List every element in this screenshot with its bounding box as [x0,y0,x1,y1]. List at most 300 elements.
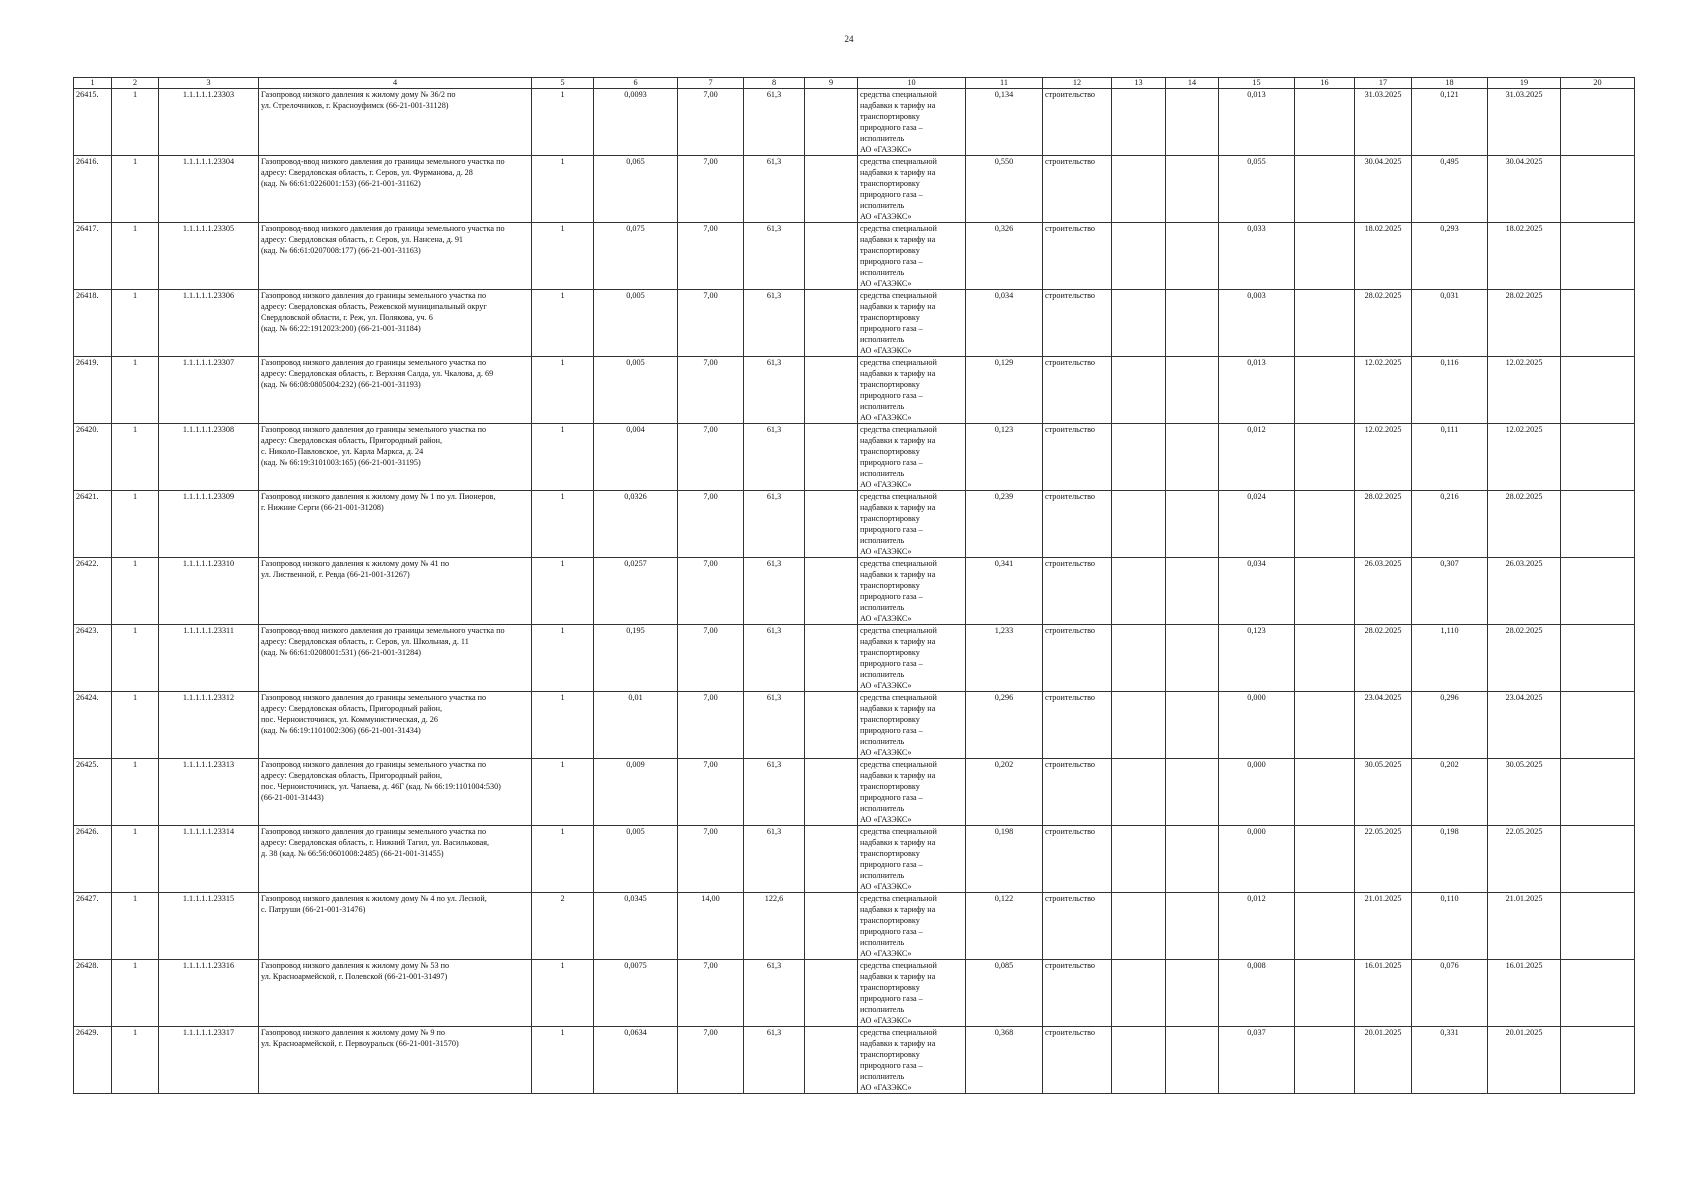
cell-object-name: Газопровод низкого давления до границы земельного участка по адресу: Свердловская область, г. Нижний Тагил, ул. Васильковая, д. 38 (кад. № 66:56:0601008:2485) (66-21-001-31455) [259,826,532,893]
cell-col-2: 1 [112,89,159,156]
cell-col-16 [1295,223,1355,290]
cell-col-9 [805,89,858,156]
cell-quantity: 2 [532,893,594,960]
cell-object-code: 1.1.1.1.1.23313 [159,759,259,826]
table-row [74,692,1635,759]
cell-object-name: Газопровод низкого давления до границы земельного участка по адресу: Свердловская область, г. Верхняя Салда, ул. Чкалова, д. 69 (кад. № 66:08:0805004:232) (66-21-001-31193) [259,357,532,424]
column-header-16: 16 [1295,78,1355,89]
cell-quantity: 1 [532,625,594,692]
cell-col-13 [1112,89,1166,156]
cell-col-16 [1295,290,1355,357]
cell-col-13 [1112,1027,1166,1094]
cell-col-16 [1295,960,1355,1027]
cell-col-16 [1295,89,1355,156]
cell-object-name: Газопровод низкого давления к жилому дому № 9 по ул. Красноармейской, г. Первоуральск (66-21-001-31570) [259,1027,532,1094]
cell-work-type: строительство [1043,491,1112,558]
cell-diameter: 7,00 [678,826,744,893]
cell-cost-net: 0,293 [1412,223,1488,290]
cell-cost-total: 0,368 [966,1027,1043,1094]
cell-vat-amount: 0,000 [1219,692,1295,759]
cell-work-type: строительство [1043,1027,1112,1094]
cell-col-16 [1295,357,1355,424]
cell-end-date: 21.01.2025 [1488,893,1561,960]
cell-start-date: 18.02.2025 [1355,223,1412,290]
cell-col-2: 1 [112,558,159,625]
cell-row-number: 26425. [74,759,112,826]
column-header-8: 8 [744,78,805,89]
cell-financing-source: средства специальной надбавки к тарифу на транспортировку природного газа – исполнитель АО «ГАЗЭКС» [858,290,966,357]
table-row [74,223,1635,290]
cell-row-number: 26418. [74,290,112,357]
cell-financing-source: средства специальной надбавки к тарифу на транспортировку природного газа – исполнитель АО «ГАЗЭКС» [858,692,966,759]
cell-vat-amount: 0,034 [1219,558,1295,625]
cell-work-type: строительство [1043,223,1112,290]
table-row [74,357,1635,424]
cell-col-13 [1112,692,1166,759]
cell-quantity: 1 [532,290,594,357]
cell-end-date: 28.02.2025 [1488,290,1561,357]
cell-capacity: 61,3 [744,223,805,290]
cell-col-16 [1295,692,1355,759]
cell-col-20 [1561,759,1635,826]
column-header-13: 13 [1112,78,1166,89]
cell-row-number: 26417. [74,223,112,290]
cell-capacity: 61,3 [744,290,805,357]
cell-cost-total: 1,233 [966,625,1043,692]
cell-financing-source: средства специальной надбавки к тарифу на транспортировку природного газа – исполнитель АО «ГАЗЭКС» [858,893,966,960]
cell-col-20 [1561,357,1635,424]
cell-quantity: 1 [532,491,594,558]
cell-length: 0,075 [594,223,678,290]
table-row [74,759,1635,826]
cell-diameter: 7,00 [678,357,744,424]
cell-col-9 [805,223,858,290]
cell-cost-net: 1,110 [1412,625,1488,692]
cell-col-2: 1 [112,491,159,558]
cell-col-9 [805,826,858,893]
cell-object-name: Газопровод низкого давления до границы земельного участка по адресу: Свердловская область, Пригородный район, с. Николо-Павловское, ул. Карла Маркса, д. 24 (кад. № 66:19:3101003:165) (66-21-001-31195) [259,424,532,491]
cell-cost-net: 0,296 [1412,692,1488,759]
cell-col-14 [1166,357,1219,424]
cell-financing-source: средства специальной надбавки к тарифу на транспортировку природного газа – исполнитель АО «ГАЗЭКС» [858,759,966,826]
column-header-15: 15 [1219,78,1295,89]
page-number: 24 [844,34,854,44]
cell-vat-amount: 0,037 [1219,1027,1295,1094]
cell-object-name: Газопровод низкого давления до границы земельного участка по адресу: Свердловская область, Пригородный район, пос. Черноисточинск, ул. Коммунистическая, д. 26 (кад. № 66:19:1101002:306) (66-21-001-31434) [259,692,532,759]
cell-quantity: 1 [532,759,594,826]
cell-col-2: 1 [112,893,159,960]
table-row [74,893,1635,960]
cell-capacity: 61,3 [744,424,805,491]
cell-col-2: 1 [112,357,159,424]
cell-end-date: 28.02.2025 [1488,625,1561,692]
cell-vat-amount: 0,000 [1219,826,1295,893]
cell-cost-total: 0,085 [966,960,1043,1027]
cell-start-date: 22.05.2025 [1355,826,1412,893]
cell-object-name: Газопровод низкого давления к жилому дому № 41 по ул. Лиственной, г. Ревда (66-21-001-31267) [259,558,532,625]
cell-work-type: строительство [1043,960,1112,1027]
cell-cost-total: 0,122 [966,893,1043,960]
column-header-10: 10 [858,78,966,89]
cell-capacity: 61,3 [744,491,805,558]
cell-end-date: 31.03.2025 [1488,89,1561,156]
cell-quantity: 1 [532,223,594,290]
cell-col-16 [1295,893,1355,960]
cell-col-2: 1 [112,290,159,357]
cell-col-14 [1166,826,1219,893]
cell-col-20 [1561,558,1635,625]
cell-financing-source: средства специальной надбавки к тарифу на транспортировку природного газа – исполнитель АО «ГАЗЭКС» [858,424,966,491]
cell-col-20 [1561,424,1635,491]
cell-col-14 [1166,491,1219,558]
cell-row-number: 26420. [74,424,112,491]
cell-start-date: 21.01.2025 [1355,893,1412,960]
cell-col-2: 1 [112,692,159,759]
cell-cost-net: 0,116 [1412,357,1488,424]
cell-object-code: 1.1.1.1.1.23311 [159,625,259,692]
cell-object-code: 1.1.1.1.1.23308 [159,424,259,491]
cell-end-date: 12.02.2025 [1488,424,1561,491]
table-row [74,290,1635,357]
table-row [74,1027,1635,1094]
cell-start-date: 12.02.2025 [1355,424,1412,491]
cell-financing-source: средства специальной надбавки к тарифу на транспортировку природного газа – исполнитель АО «ГАЗЭКС» [858,223,966,290]
cell-vat-amount: 0,123 [1219,625,1295,692]
cell-vat-amount: 0,033 [1219,223,1295,290]
cell-cost-total: 0,239 [966,491,1043,558]
cell-end-date: 30.04.2025 [1488,156,1561,223]
table-row [74,156,1635,223]
table-row [74,491,1635,558]
table-row [74,960,1635,1027]
cell-col-2: 1 [112,223,159,290]
cell-object-name: Газопровод низкого давления к жилому дому № 53 по ул. Красноармейской, г. Полевской (66-21-001-31497) [259,960,532,1027]
cell-object-code: 1.1.1.1.1.23304 [159,156,259,223]
cell-object-name: Газопровод-ввод низкого давления до границы земельного участка по адресу: Свердловская область, г. Серов, ул. Нансена, д. 91 (кад. № 66:61:0207008:177) (66-21-001-31163) [259,223,532,290]
cell-length: 0,065 [594,156,678,223]
cell-object-name: Газопровод-ввод низкого давления до границы земельного участка по адресу: Свердловская область, г. Серов, ул. Фурманова, д. 28 (кад. № 66:61:0226001:153) (66-21-001-31162) [259,156,532,223]
cell-start-date: 23.04.2025 [1355,692,1412,759]
cell-col-13 [1112,357,1166,424]
cell-vat-amount: 0,013 [1219,357,1295,424]
cell-work-type: строительство [1043,893,1112,960]
cell-object-code: 1.1.1.1.1.23315 [159,893,259,960]
cell-diameter: 7,00 [678,558,744,625]
cell-vat-amount: 0,024 [1219,491,1295,558]
cell-col-13 [1112,223,1166,290]
cell-length: 0,0345 [594,893,678,960]
cell-vat-amount: 0,055 [1219,156,1295,223]
cell-cost-net: 0,121 [1412,89,1488,156]
cell-cost-net: 0,198 [1412,826,1488,893]
cell-object-code: 1.1.1.1.1.23317 [159,1027,259,1094]
cell-cost-total: 0,202 [966,759,1043,826]
cell-col-2: 1 [112,826,159,893]
cell-end-date: 20.01.2025 [1488,1027,1561,1094]
cell-capacity: 61,3 [744,357,805,424]
cell-cost-net: 0,307 [1412,558,1488,625]
cell-length: 0,009 [594,759,678,826]
cell-col-2: 1 [112,424,159,491]
cell-col-20 [1561,893,1635,960]
cell-object-code: 1.1.1.1.1.23306 [159,290,259,357]
cell-length: 0,005 [594,357,678,424]
cell-quantity: 1 [532,424,594,491]
cell-vat-amount: 0,013 [1219,89,1295,156]
cell-start-date: 28.02.2025 [1355,625,1412,692]
cell-object-name: Газопровод низкого давления к жилому дому № 1 по ул. Пионеров, г. Нижние Серги (66-21-001-31208) [259,491,532,558]
cell-diameter: 7,00 [678,759,744,826]
column-header-20: 20 [1561,78,1635,89]
cell-col-20 [1561,156,1635,223]
cell-col-13 [1112,960,1166,1027]
cell-object-code: 1.1.1.1.1.23303 [159,89,259,156]
cell-col-20 [1561,491,1635,558]
cell-col-13 [1112,290,1166,357]
cell-col-9 [805,625,858,692]
cell-col-16 [1295,625,1355,692]
cell-col-9 [805,357,858,424]
registry-table [73,77,1635,1094]
cell-col-13 [1112,424,1166,491]
cell-cost-net: 0,110 [1412,893,1488,960]
cell-length: 0,005 [594,290,678,357]
cell-quantity: 1 [532,89,594,156]
cell-length: 0,0634 [594,1027,678,1094]
column-header-14: 14 [1166,78,1219,89]
cell-diameter: 7,00 [678,625,744,692]
cell-cost-net: 0,202 [1412,759,1488,826]
cell-col-20 [1561,692,1635,759]
cell-col-14 [1166,89,1219,156]
cell-end-date: 23.04.2025 [1488,692,1561,759]
cell-diameter: 7,00 [678,491,744,558]
cell-cost-total: 0,129 [966,357,1043,424]
cell-start-date: 31.03.2025 [1355,89,1412,156]
cell-start-date: 26.03.2025 [1355,558,1412,625]
cell-cost-net: 0,495 [1412,156,1488,223]
cell-col-2: 1 [112,625,159,692]
cell-work-type: строительство [1043,692,1112,759]
cell-col-14 [1166,893,1219,960]
cell-object-code: 1.1.1.1.1.23305 [159,223,259,290]
cell-row-number: 26424. [74,692,112,759]
cell-cost-total: 0,134 [966,89,1043,156]
cell-object-code: 1.1.1.1.1.23310 [159,558,259,625]
cell-cost-total: 0,341 [966,558,1043,625]
cell-object-code: 1.1.1.1.1.23314 [159,826,259,893]
cell-work-type: строительство [1043,759,1112,826]
cell-col-9 [805,960,858,1027]
cell-length: 0,01 [594,692,678,759]
cell-row-number: 26427. [74,893,112,960]
column-header-17: 17 [1355,78,1412,89]
cell-work-type: строительство [1043,357,1112,424]
cell-end-date: 16.01.2025 [1488,960,1561,1027]
cell-col-9 [805,1027,858,1094]
column-header-9: 9 [805,78,858,89]
cell-length: 0,195 [594,625,678,692]
column-header-1: 1 [74,78,112,89]
column-header-3: 3 [159,78,259,89]
column-header-19: 19 [1488,78,1561,89]
cell-diameter: 7,00 [678,692,744,759]
cell-col-14 [1166,424,1219,491]
cell-work-type: строительство [1043,290,1112,357]
cell-col-9 [805,759,858,826]
cell-col-14 [1166,625,1219,692]
cell-col-9 [805,290,858,357]
cell-quantity: 1 [532,558,594,625]
cell-col-20 [1561,1027,1635,1094]
cell-object-code: 1.1.1.1.1.23316 [159,960,259,1027]
cell-col-13 [1112,893,1166,960]
cell-diameter: 7,00 [678,1027,744,1094]
cell-vat-amount: 0,000 [1219,759,1295,826]
cell-start-date: 30.05.2025 [1355,759,1412,826]
cell-work-type: строительство [1043,558,1112,625]
cell-work-type: строительство [1043,424,1112,491]
cell-object-name: Газопровод низкого давления до границы земельного участка по адресу: Свердловская область, Пригородный район, пос. Черноисточинск, ул. Чапаева, д. 46Г (кад. № 66:19:1101004:530) (66-21-001-31443) [259,759,532,826]
cell-quantity: 1 [532,826,594,893]
column-header-18: 18 [1412,78,1488,89]
cell-col-13 [1112,759,1166,826]
cell-col-20 [1561,89,1635,156]
cell-cost-net: 0,076 [1412,960,1488,1027]
cell-capacity: 61,3 [744,759,805,826]
cell-capacity: 61,3 [744,1027,805,1094]
table-row [74,826,1635,893]
cell-row-number: 26419. [74,357,112,424]
cell-cost-total: 0,123 [966,424,1043,491]
cell-start-date: 30.04.2025 [1355,156,1412,223]
cell-cost-net: 0,331 [1412,1027,1488,1094]
column-header-6: 6 [594,78,678,89]
cell-col-14 [1166,1027,1219,1094]
cell-diameter: 14,00 [678,893,744,960]
cell-diameter: 7,00 [678,89,744,156]
cell-col-9 [805,156,858,223]
cell-capacity: 61,3 [744,89,805,156]
cell-end-date: 30.05.2025 [1488,759,1561,826]
cell-work-type: строительство [1043,156,1112,223]
cell-col-16 [1295,156,1355,223]
cell-col-14 [1166,960,1219,1027]
cell-col-14 [1166,759,1219,826]
cell-length: 0,0075 [594,960,678,1027]
cell-col-2: 1 [112,1027,159,1094]
cell-cost-total: 0,034 [966,290,1043,357]
cell-col-13 [1112,491,1166,558]
column-header-7: 7 [678,78,744,89]
cell-length: 0,0093 [594,89,678,156]
table-body [74,89,1635,1094]
cell-capacity: 61,3 [744,625,805,692]
cell-object-code: 1.1.1.1.1.23312 [159,692,259,759]
cell-work-type: строительство [1043,625,1112,692]
cell-start-date: 20.01.2025 [1355,1027,1412,1094]
table-row [74,89,1635,156]
cell-end-date: 18.02.2025 [1488,223,1561,290]
cell-capacity: 61,3 [744,960,805,1027]
cell-cost-total: 0,198 [966,826,1043,893]
cell-capacity: 61,3 [744,692,805,759]
cell-quantity: 1 [532,357,594,424]
cell-col-16 [1295,491,1355,558]
cell-col-13 [1112,826,1166,893]
cell-vat-amount: 0,003 [1219,290,1295,357]
cell-col-14 [1166,692,1219,759]
cell-col-20 [1561,223,1635,290]
table-row [74,424,1635,491]
cell-work-type: строительство [1043,826,1112,893]
cell-work-type: строительство [1043,89,1112,156]
cell-end-date: 12.02.2025 [1488,357,1561,424]
column-header-2: 2 [112,78,159,89]
cell-diameter: 7,00 [678,223,744,290]
cell-object-name: Газопровод низкого давления к жилому дому № 36/2 по ул. Стрелочников, г. Красноуфимск (66-21-001-31128) [259,89,532,156]
cell-financing-source: средства специальной надбавки к тарифу на транспортировку природного газа – исполнитель АО «ГАЗЭКС» [858,89,966,156]
cell-cost-total: 0,296 [966,692,1043,759]
cell-col-14 [1166,558,1219,625]
cell-length: 0,0326 [594,491,678,558]
cell-cost-net: 0,111 [1412,424,1488,491]
cell-row-number: 26422. [74,558,112,625]
cell-length: 0,0257 [594,558,678,625]
cell-financing-source: средства специальной надбавки к тарифу на транспортировку природного газа – исполнитель АО «ГАЗЭКС» [858,826,966,893]
cell-end-date: 22.05.2025 [1488,826,1561,893]
cell-col-16 [1295,558,1355,625]
cell-col-13 [1112,156,1166,223]
cell-quantity: 1 [532,156,594,223]
cell-start-date: 28.02.2025 [1355,491,1412,558]
cell-end-date: 28.02.2025 [1488,491,1561,558]
cell-start-date: 28.02.2025 [1355,290,1412,357]
cell-col-20 [1561,625,1635,692]
cell-col-20 [1561,826,1635,893]
cell-object-code: 1.1.1.1.1.23309 [159,491,259,558]
cell-object-name: Газопровод-ввод низкого давления до границы земельного участка по адресу: Свердловская область, г. Серов, ул. Школьная, д. 11 (кад. № 66:61:0208001:531) (66-21-001-31284) [259,625,532,692]
cell-quantity: 1 [532,692,594,759]
cell-diameter: 7,00 [678,424,744,491]
cell-col-9 [805,424,858,491]
column-header-5: 5 [532,78,594,89]
cell-col-16 [1295,424,1355,491]
cell-col-16 [1295,826,1355,893]
cell-row-number: 26415. [74,89,112,156]
cell-cost-net: 0,031 [1412,290,1488,357]
cell-vat-amount: 0,008 [1219,960,1295,1027]
cell-object-name: Газопровод низкого давления к жилому дому № 4 по ул. Лесной, с. Патруши (66-21-001-31476) [259,893,532,960]
cell-cost-total: 0,550 [966,156,1043,223]
cell-vat-amount: 0,012 [1219,893,1295,960]
cell-row-number: 26426. [74,826,112,893]
cell-col-9 [805,491,858,558]
cell-col-14 [1166,156,1219,223]
cell-cost-net: 0,216 [1412,491,1488,558]
cell-diameter: 7,00 [678,290,744,357]
cell-cost-total: 0,326 [966,223,1043,290]
cell-col-16 [1295,759,1355,826]
table-header [74,78,1635,89]
cell-col-2: 1 [112,156,159,223]
cell-col-13 [1112,625,1166,692]
cell-row-number: 26428. [74,960,112,1027]
cell-capacity: 122,6 [744,893,805,960]
cell-col-9 [805,893,858,960]
cell-length: 0,005 [594,826,678,893]
cell-col-16 [1295,1027,1355,1094]
